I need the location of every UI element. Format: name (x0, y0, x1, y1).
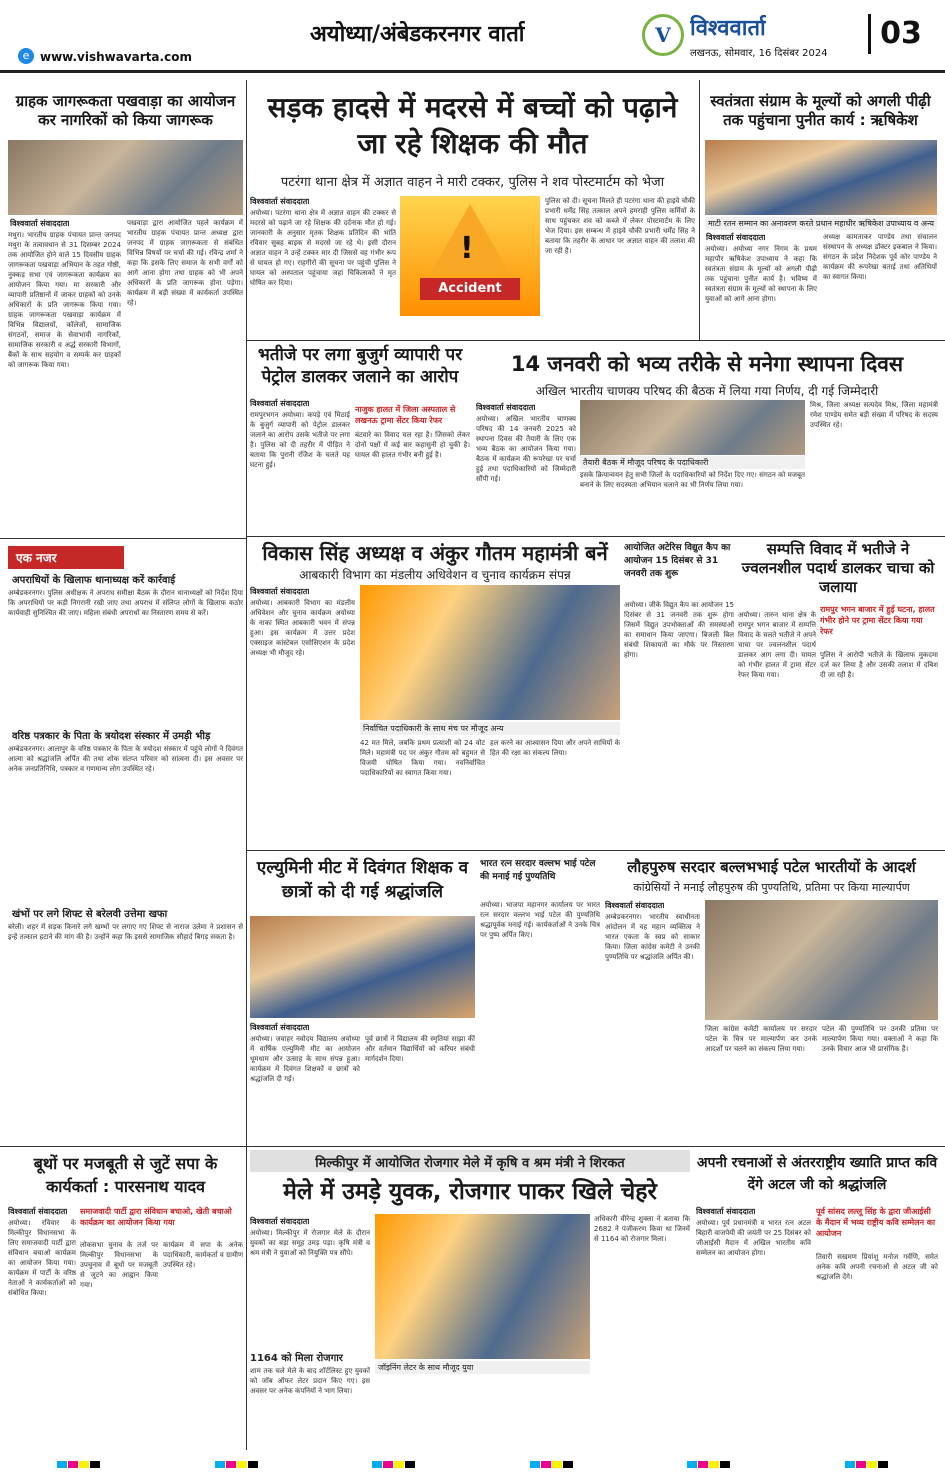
dateline: लखनऊ, सोमवार, 16 दिसंबर 2024 (690, 48, 828, 59)
vikas-subhead: आबकारी विभाग का मंडलीय अधिवेशन व चुनाव कार्यक्रम संपन्न (299, 568, 571, 582)
vikas-headline: विकास सिंह अध्यक्ष व अंकुर गौतम महामंत्री बनें (262, 541, 608, 565)
row-rule (0, 1146, 945, 1147)
row-rule (246, 536, 945, 537)
vikas-col2: 42 मत मिले, जबकि प्रथम प्रत्याशी को 24 वोट मिले। महामंत्री पद पर अंकुर गौतम को बहुमत से विजयी घोषित किया गया। नवनिर्वाचित पदाधिकारियों का स्वागत किया गया। (360, 739, 485, 777)
ek-nazar-h3: खंभों पर लगे शिफ्ट से बरेलवी उत्तेमा खफा (12, 909, 168, 920)
trader-col1: रामपुरभगन अयोध्या। कपड़े एवं मिठाई के बुजुर्ग व्यापारी को पेट्रोल डालकर जलाने का आरोप उसके भतीजे पर लगा है। पुलिस को दी तहरीर में पीड़ित ने बताया कि पुरानी रंजिश के चलते यह घटना हुई। (250, 411, 350, 469)
consumer-photo (8, 140, 243, 215)
rojgar-col3: अधिकारी वीरेन्द्र शुक्ला ने बताया कि 2682 ने पंजीकरण किया था जिनमें से 1164 को रोजगार मिला। (594, 1215, 690, 1243)
ek-nazar-b2: अम्बेडकरनगर। आलापुर के वरिष्ठ पत्रकार के पिता के त्रयोदश संस्कार में पहुंचे लोगों ने दिवंगत आत्मा को श्रद्धांजलि अर्पित की तथा शोक संतप्त परिवार को सांत्वना दी। इस अवसर पर अनेक जनप्रतिनिधि, पत्रकार व गणमान्य लोग उपस्थित रहे। (8, 745, 243, 773)
freedom-col2: अध्यक्ष कामताकर पाण्डेय तथा संचालन संस्थापन के अध्यक्ष डॉक्टर इकबाल ने किया। संगठन के प्रदेश निदेशक पूर्व कोर पाण्डेय ने कार्यक्रम की रूपरेखा बताई तथा अतिथियों का स्वागत किया। (823, 233, 937, 281)
booth-headline: बूथों पर मजबूती से जुटें सपा के कार्यकर्ता : पारसनाथ यादव (33, 1154, 218, 1196)
logo-icon: V (642, 14, 684, 56)
vikas-photo (360, 585, 620, 720)
patel-col3: पटेल की पुण्यतिथि पर उनकी प्रतिमा पर माल्यार्पण किया गया। वक्ताओं ने कहा कि उनके विचार आज भी प्रासंगिक हैं। (822, 1025, 938, 1053)
section-title: अयोध्या/अंबेडकरनगर वार्ता (310, 22, 525, 47)
patel-subhead: कांग्रेसियों ने मनाई लौहपुरुष की पुण्यतिथि, प्रतिमा पर किया माल्यार्पण (633, 881, 910, 894)
patel-photo (705, 900, 938, 1020)
ek-nazar-label: एक नजर (8, 546, 124, 569)
trader-headline: भतीजे पर लगा बुजुर्ग व्यापारी पर पेट्रोल डालकर जलाने का आरोप (257, 345, 463, 387)
row-rule (246, 850, 945, 851)
alumni-col1: अयोध्या। जवाहर नवोदय विद्यालय अयोध्या में वार्षिक एल्युमिनी मीट का आयोजन धूमधाम और उत्साह के साथ संपन्न हुआ। कार्यक्रम में दिवंगत शिक्षकों व छात्रों को श्रद्धांजलि दी गई। (250, 1035, 360, 1083)
byline: विश्ववार्ता संवाददाता (10, 219, 70, 228)
freedom-byline: विश्ववार्ता संवाददाता (706, 233, 766, 242)
patel-col1: अम्बेडकरनगर। भारतीय स्वाधीनता आंदोलन में वह महान व्यक्तित्व ने भारत एकता के स्वप्न को साकार किया। जिला कांग्रेस कमेटी ने उनकी पुण्यतिथि पर श्रद्धांजलि अर्पित की। (605, 913, 700, 961)
fire-box: रामपुर भगन बाजार में हुई घटना, हालत गंभीर होने पर ट्रामा सेंटर किया गया रेफर (820, 605, 935, 636)
row-rule (246, 340, 945, 341)
alumni-col2: पूर्व छात्रों ने विद्यालय की स्मृतियां साझा कीं और वर्तमान विद्यार्थियों को करियर संबंधी मार्गदर्शन दिया। (365, 1035, 475, 1063)
fire-col1: अयोध्या। तारुन थाना क्षेत्र के रामपुर भगन बाजार में सम्पत्ति विवाद के चलते भतीजे ने अपने चाचा पर ज्वलनशील पदार्थ डालकर आग लगा दी। घायल को गंभीर हालत में ट्रामा सेंटर रेफर किया गया। (738, 611, 816, 679)
booth-box: समाजवादी पार्टी द्वारा संविधान बचाओ, खेती बचाओ कार्यक्रम का आयोजन किया गया (80, 1207, 232, 1227)
atal-byline: विश्ववार्ता संवाददाता (696, 1207, 756, 1216)
patel-byline: विश्ववार्ता संवाददाता (605, 901, 665, 910)
manrega-col3: मिश्र, जिला अध्यक्ष सत्यदेव मिश्र, जिला महामंत्री रमेश पाण्डेय समेत बड़ी संख्या में परिषद के सदस्य उपस्थित रहे। (810, 401, 938, 429)
lead-byline: विश्ववार्ता संवाददाता (250, 197, 310, 206)
alumni-byline: विश्ववार्ता संवाददाता (250, 1023, 310, 1032)
alumni-headline: एल्युमिनी मीट में दिवंगत शिक्षक व छात्रों को दी गई श्रद्धांजलि (256, 858, 469, 902)
manrega-caption: तैयारी बैठक में मौजूद परिषद के पदाधिकारी (580, 456, 805, 469)
print-color-bar (0, 1455, 945, 1473)
rojgar-box: 1164 को मिला रोजगार (250, 1353, 343, 1364)
freedom-caption: माटी रतन सम्मान का अनावरण करते प्रधान महाधीर ऋषिकेश उपाध्याय व अन्य (705, 217, 937, 230)
page-number: 03 (868, 14, 931, 54)
ek-nazar-b1: अम्बेडकरनगर। पुलिस अधीक्षक ने अपराध समीक्षा बैठक के दौरान थानाध्यक्षों को निर्देश दिया कि अपराधियों पर कड़ी निगरानी रखी जाए तथा अपराध में संलिप्त लोगों के खिलाफ कठोर कार्यवाही सुनिश्चित की जाए। महिला संबंधी अपराधों का निस्तारण समय से करें। (8, 589, 243, 617)
cup-headline: आयोजित अटेरिस विद्युत कैप का आयोजन 15 दिसंबर से 31 जनवरी तक शुरू (624, 543, 731, 579)
column-rule (246, 80, 247, 1450)
vikas-col3: हल करने का आश्वासन दिया और अपने साथियों के हित की रक्षा का संकल्प लिया। (490, 739, 620, 757)
vikas-col1: अयोध्या। आबकारी विभाग का मंडलीय अधिवेशन और चुनाव कार्यक्रम अयोध्या के नाका स्थित आबकारी भवन में संपन्न हुआ। इस कार्यक्रम में उत्तर प्रदेश एक्साइज कांस्टेबल एसोसिएशन के प्रदेश अध्यक्ष भी मौजूद रहे। (250, 599, 355, 657)
atal-col2: तिवारी सखमण प्रियांशु मनोज गर्वणि, समेत अनेक कवि अपनी रचनाओं से अटल जी को श्रद्धांजलि देंगे। (816, 1253, 938, 1281)
booth-col3: कार्यक्रम में सपा के अनेक पदाधिकारी, कार्यकर्ता व ग्रामीण उपस्थित रहे। (163, 1241, 243, 1269)
atal-headline: अपनी रचनाओं से अंतरराष्ट्रीय ख्याति प्राप्त कवि देंगे अटल जी को श्रद्धांजलि (696, 1155, 938, 1193)
lead-headline: सड़क हादसे में मदरसे में बच्चों को पढ़ाने जा रहे शिक्षक की मौत (267, 91, 678, 160)
lead-col2: पुलिस को दी। सूचना मिलते ही पटरंगा थाना की हाइवे चौकी प्रभारी धर्मेंद्र सिंह तत्काल अपने हमराही पुलिस कर्मियों के साथ पहुंचकर शव को कब्जे में लेकर पोस्टमार्टम के लिए भेज दिया। इस सम्बन्ध में हाइवे चौकी प्रभारी धर्मेंद्र सिंह ने बताया कि तहरीर के आधार पर अज्ञात वाहन की तलाश की जा रही है। (545, 197, 695, 255)
vikas-caption: निर्वाचित पदाधिकारी के साथ मंच पर मौजूद अन्य (360, 722, 620, 735)
ek-nazar-b3: बरेली। शहर में सड़क किनारे लगे खम्भों पर लगाए गए शिफ्ट से नाराज उलेमा ने प्रशासन से इन्हें तत्काल हटाने की मांग की है। उन्होंने कहा कि इससे सामाजिक सौहार्द बिगड़ सकता है। (8, 923, 243, 941)
site-url[interactable]: www.vishwavarta.com (40, 50, 192, 64)
manrega-byline: विश्ववार्ता संवाददाता (476, 403, 536, 412)
row-rule (0, 538, 246, 539)
patel-box-body: अयोध्या। भाजपा महानगर कार्यालय पर भारत रत्न सरदार वल्लभ भाई पटेल की पुण्यतिथि श्रद्धापूर्वक मनाई गई। कार्यकर्ताओं ने उनके चित्र पर पुष्प अर्पित किए। (480, 901, 600, 939)
cup-body: अयोध्या। जीके विद्युत कैप का आयोजन 15 दिसंबर से 31 जनवरी तक शुरू होगा जिसमें विद्युत उपभोक्ताओं की समस्याओं का समाधान किया जाएगा। बिजली बिल संबंधी शिकायतों का मौके पर निस्तारण होगा। (624, 601, 734, 659)
patel-headline: लौहपुरुष सरदार बल्लभभाई पटेल भारतीयों के आदर्श (627, 858, 916, 876)
ek-nazar-h1: अपराधियों के खिलाफ थानाध्यक्ष करें कार्रवाई (12, 575, 176, 586)
rojgar-col1: अयोध्या। मिल्कीपुर में रोजगार मेले के दौरान युवकों का बड़ा समूह उमड़ पड़ा। कृषि मंत्री व श्रम मंत्री ने युवाओं को नियुक्ति पत्र सौंपे। (250, 1229, 370, 1257)
lead-subhead: पटरंगा थाना क्षेत्र में अज्ञात वाहन ने मारी टक्कर, पुलिस ने शव पोस्टमार्टम को भेजा (280, 175, 665, 190)
atal-col1: अयोध्या। पूर्व प्रधानमंत्री व भारत रत्न अटल बिहारी वाजपेयी की जयंती पर 25 दिसंबर को जीआईसी मैदान में अखिल भारतीय कवि सम्मेलन का आयोजन होगा। (696, 1219, 811, 1257)
manrega-subhead: अखिल भारतीय चाणक्य परिषद की बैठक में लिया गया निर्णय, दी गई जिम्मेदारी (535, 384, 879, 398)
lead-col2b (400, 318, 540, 338)
trader-byline: विश्ववार्ता संवाददाता (250, 399, 310, 408)
rojgar-headline: मेले में उमड़े युवक, रोजगार पाकर खिले चेहरे (283, 1179, 657, 1205)
alumni-photo (250, 916, 475, 1018)
manrega-photo (580, 400, 805, 455)
rojgar-photo (375, 1214, 590, 1359)
freedom-photo (705, 140, 937, 215)
rojgar-caption: जॉइनिंग लेटर के साथ मौजूद युवा (375, 1361, 590, 1374)
trader-col2: बंटवारे का विवाद चल रहा है। जिसको लेकर दोनों पक्षों में कई बार कहासुनी हो चुकी है। घायल की हालत गंभीर बनी हुई है। (355, 431, 470, 459)
manrega-headline: 14 जनवरी को भव्य तरीके से मनेगा स्थापना दिवस (510, 352, 904, 376)
booth-byline: विश्ववार्ता संवाददाता (8, 1207, 68, 1216)
consumer-headline: ग्राहक जागरूकता पखवाड़ा का आयोजन कर नागरिकों को किया जागरूक (15, 92, 236, 129)
freedom-headline: स्वतंत्रता संग्राम के मूल्यों को अगली पीढ़ी तक पहुंचाना पुनीत कार्य : ऋषिकेश (710, 92, 931, 129)
rojgar-kicker: मिल्कीपुर में आयोजित रोजगार मेले में कृषि व श्रम मंत्री ने शिरकत (315, 1156, 625, 1171)
patel-col2: जिला कांग्रेस कमेटी कार्यालय पर सरदार पटेल के चित्र पर माल्यार्पण कर उनके आदर्शों पर चलने का संकल्प लिया गया। (705, 1025, 817, 1053)
trader-box: नाजुक हालत में जिला अस्पताल से लखनऊ ट्रामा सेंटर किया रेफर (355, 405, 456, 425)
atal-box: पूर्व सांसद लल्लू सिंह के द्वारा जीआईसी के मैदान में भव्य राष्ट्रीय कवि सम्मेलन का आयोजन (816, 1207, 936, 1238)
booth-col2: लोकसभा चुनाव के तर्ज पर मिल्कीपुर विधानसभा के उपचुनाव में बूथों पर मजबूती से जुटने का आह्वान किया गया। (80, 1241, 158, 1289)
consumer-col1: मथुरा। भारतीय ग्राहक पंचायत प्रान्त जनपद मथुरा के तत्वावधान से 31 दिसम्बर 2024 तक आयोजित होने वाले 15 दिवसीय ग्राहक जागरूकता पखवाड़ा अभियान के तहत गोष्ठी, नुक्कड़ सभा एवं जागरूकता कार्यक्रम का आयोजन किया गया। मा सरकारी और व्यापारी प्रतिष्ठानों में जाकर ग्राहकों को उनके अधिकारों के प्रति जागरूक किया गया। ग्राहक जागरूकता पखवाड़ा कार्यक्रम में विभिन्न विद्यालयों, कॉलेजों, सामाजिक संगठनों, समाज के सेवाभावी नागरिकों, सामाजिक सरकारी व अर्द्ध सरकारी विभागों, बैंकों के साथ सहयोग व सम्पर्क कर ग्राहकों को जागरूक किया गया। (8, 231, 121, 369)
patel-box-title: भारत रत्न सरदार वल्लभ भाई पटेल की मनाई गई पुण्यतिथि (480, 859, 596, 882)
accident-image: ! Accident (400, 196, 540, 316)
ek-nazar-h2: वरिष्ठ पत्रकार के पिता के त्रयोदश संस्कार में उमड़ी भीड़ (12, 731, 211, 742)
fire-headline: सम्पत्ति विवाद में भतीजे ने ज्वलनशील पदार्थ डालकर चाचा को जलाया (741, 540, 935, 596)
manrega-col1: अयोध्या। अखिल भारतीय चाणक्य परिषद की 14 जनवरी 2025 को स्थापना दिवस की तैयारी के लिए एक भव्य बैठक का आयोजन किया गया। बैठक में कार्यक्रम की रूपरेखा पर चर्चा हुई तथा पदाधिकारियों को जिम्मेदारी सौंपी गई। (476, 415, 576, 483)
accident-sign-text: Accident (420, 278, 520, 300)
fire-col2: पुलिस ने आरोपी भतीजे के खिलाफ मुकदमा दर्ज कर लिया है और उसकी तलाश में दबिश दी जा रही है। (820, 651, 938, 679)
column-rule (699, 80, 700, 340)
lead-col1: अयोध्या। पटरंगा थाना क्षेत्र में अज्ञात वाहन की टक्कर से मदरसे को पढ़ाने जा रहे शिक्षक की दर्दनाक मौत हो गई। जानकारी के अनुसार मृतक शिक्षक प्रतिदिन की भांति रविवार सुबह बाइक से मदरसे जा रहे थे। इसी दौरान अज्ञात वाहन ने उन्हें टक्कर मार दी जिससे वह गंभीर रूप से घायल हो गए। राहगीरों की सूचना पर पहुंची पुलिस ने घायल को अस्पताल पहुंचाया जहां चिकित्सकों ने मृत घोषित कर दिया। (250, 209, 396, 287)
globe-icon: e (18, 48, 34, 64)
brand-name: विश्ववार्ता (690, 16, 766, 41)
booth-col1: अयोध्या। रविवार के मिल्कीपुर विधानसभा के लिए समाजवादी पार्टी द्वारा संविधान बचाओ कार्यक्रम का आयोजन किया गया। कार्यक्रम में पार्टी के वरिष्ठ नेताओं ने कार्यकर्ताओं को संबोधित किया। (8, 1219, 76, 1297)
rojgar-col2: शाम तक चले मेले के बाद शॉर्टलिस्ट हुए युवकों को जॉब ऑफर लेटर प्रदान किए गए। इस अवसर पर अनेक कंपनियों ने भाग लिया। (250, 1367, 370, 1395)
manrega-col2: इसके क्रियान्वयन हेतु सभी जिलों के पदाधिकारियों को निर्देश दिए गए। संगठन को मजबूत बनाने के लिए सदस्यता अभियान चलाने का भी निर्णय लिया गया। (580, 471, 805, 489)
consumer-col2: पखवाड़ा द्वारा आयोजित पहले कार्यक्रम में भारतीय ग्राहक पंचायत प्रान्त अध्यक्ष द्वारा जनपद में ग्राहक जागरूकता से संबंधित विभिन्न विषयों पर चर्चा की गई। रविन्द्र शर्मा ने कहा कि इसके लिए समाज के सभी वर्गों को आगे आना होगा तथा ग्राहक को भी अपने अधिकारों के प्रति जागरूक होना पड़ेगा। कार्यक्रम में बड़ी संख्या में कार्यकर्ता उपस्थित रहे। (127, 219, 243, 307)
rojgar-byline: विश्ववार्ता संवाददाता (250, 1217, 310, 1226)
vikas-byline: विश्ववार्ता संवाददाता (250, 587, 310, 596)
freedom-col1: अयोध्या। अयोध्या नगर निगम के प्रथम महापौर ऋषिकेश उपाध्याय ने कहा कि स्वतंत्रता संग्राम के मूल्यों को अगली पीढ़ी तक पहुंचाना पुनीत कार्य है। भविष्य में स्वतंत्रता संग्राम के मूल्यों को स्थापना के लिए युवाओं को आगे आना होगा। (705, 245, 817, 303)
